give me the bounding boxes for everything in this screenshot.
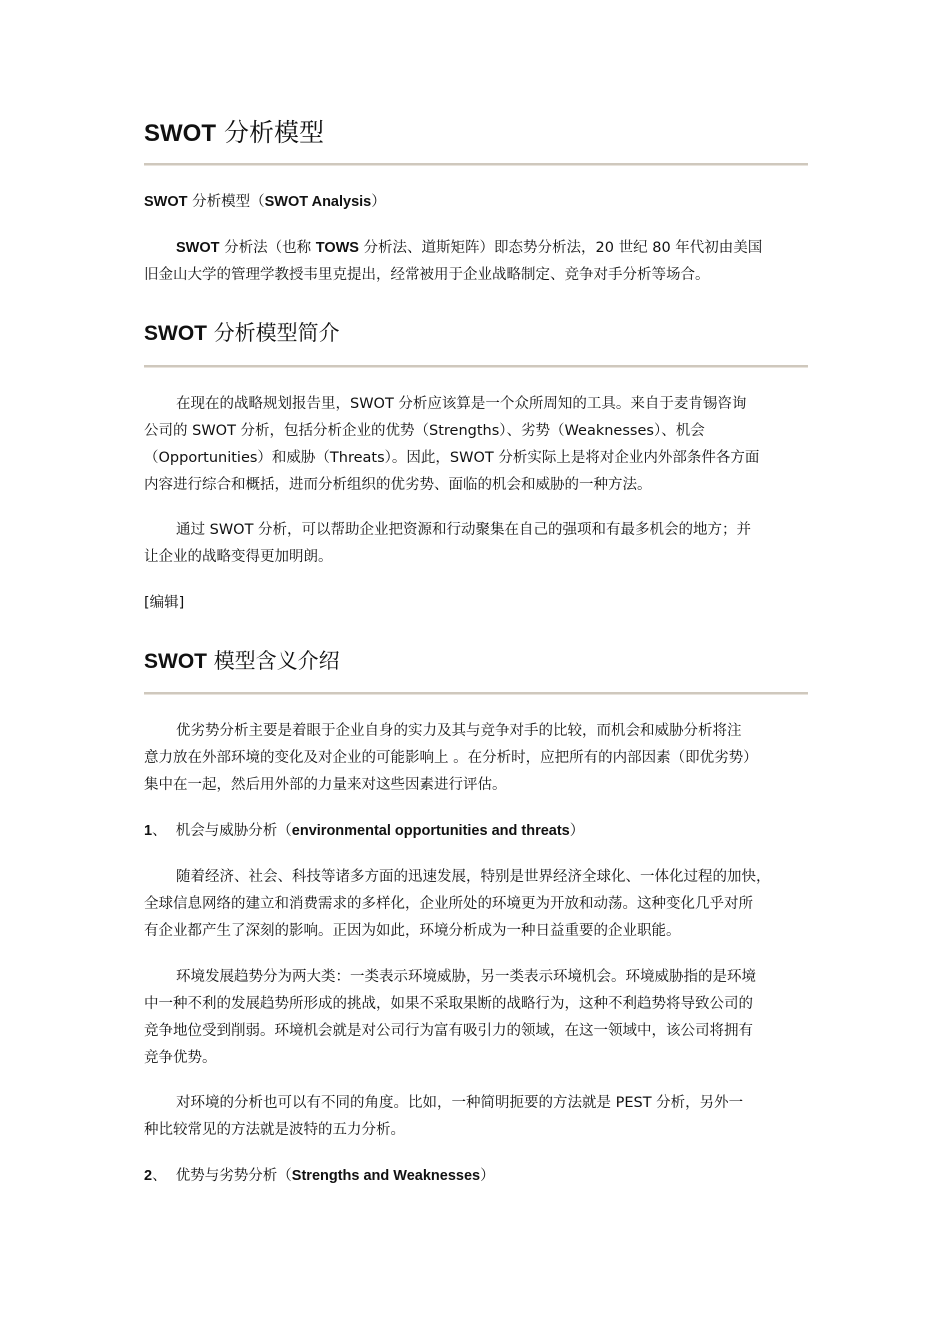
section1-divider bbox=[144, 365, 808, 368]
text-line: 全球信息网络的建立和消费需求的多样化，企业所处的环境更为开放和动荡。这种变化几乎对所 bbox=[144, 896, 753, 912]
text-line: （Opportunities）和威胁（Threats）。因此，SWOT 分析实际上是将对企业内外部条件各方面 bbox=[144, 450, 760, 466]
item2-number: 2 bbox=[144, 1168, 153, 1184]
item1-suffix: ） bbox=[569, 823, 585, 839]
section2-paragraph-3 bbox=[144, 964, 808, 1072]
text-line: 集中在一起，然后用外部的力量来对这些因素进行评估。 bbox=[144, 777, 507, 793]
item1-number: 1 bbox=[144, 823, 153, 839]
text-line: 对环境的分析也可以有不同的角度。比如，一种简明扼要的方法就是 PEST 分析，另外一 bbox=[176, 1095, 744, 1111]
list-item-strengths-weaknesses bbox=[144, 1165, 495, 1187]
title-latin: SWOT bbox=[144, 120, 216, 147]
item1-english: environmental opportunities and threats bbox=[291, 823, 570, 839]
text-line: 中一种不利的发展趋势所形成的挑战，如果不采取果断的战略行为，这种不利趋势将导致公司的 bbox=[144, 996, 753, 1012]
section1-paragraph-2 bbox=[144, 517, 808, 571]
intro-tows: TOWS bbox=[315, 240, 359, 256]
item1-separator: 、 bbox=[152, 823, 167, 839]
text-line: 环境发展趋势分为两大类：一类表示环境威胁，另一类表示环境机会。环境威胁指的是环境 bbox=[176, 969, 756, 985]
item2-separator: 、 bbox=[152, 1168, 167, 1184]
intro-text-a: 分析法（也称 bbox=[219, 240, 316, 256]
subtitle-english: SWOT Analysis bbox=[264, 194, 372, 210]
subtitle bbox=[144, 191, 386, 213]
subtitle-middle: 分析模型（ bbox=[187, 194, 265, 210]
item2-suffix: ） bbox=[480, 1168, 495, 1184]
text-line: 让企业的战略变得更加明朗。 bbox=[144, 549, 333, 565]
edit-link[interactable]: [编辑] bbox=[144, 595, 185, 611]
section1-paragraph-1 bbox=[144, 391, 808, 499]
intro-line-2: 旧金山大学的管理学教授韦里克提出，经常被用于企业战略制定、竞争对手分析等场合。 bbox=[144, 267, 710, 283]
text-line: 优劣势分析主要是着眼于企业自身的实力及其与竞争对手的比较，而机会和威胁分析将注 bbox=[176, 723, 742, 739]
text-line: 在现在的战略规划报告里，SWOT 分析应该算是一个众所周知的工具。来自于麦肯锡咨询 bbox=[176, 396, 747, 412]
page-title bbox=[144, 116, 324, 151]
section-heading-intro bbox=[144, 318, 340, 349]
item1-cjk: 机会与威胁分析（ bbox=[175, 823, 292, 839]
section1-heading-cjk: 分析模型简介 bbox=[213, 321, 340, 345]
text-line: 竞争地位受到削弱。环境机会就是对公司行为富有吸引力的领域，在这一领域中，该公司将拥有 bbox=[144, 1023, 753, 1039]
item2-cjk: 优势与劣势分析（ bbox=[175, 1168, 292, 1184]
section2-paragraph-4 bbox=[144, 1090, 808, 1144]
text-line: 公司的 SWOT 分析，包括分析企业的优势（Strengths）、劣势（Weaknesses）、机会 bbox=[144, 423, 705, 439]
intro-paragraph bbox=[144, 235, 808, 289]
section2-heading-cjk: 模型含义介绍 bbox=[213, 649, 340, 673]
section2-heading-latin: SWOT bbox=[144, 650, 207, 673]
subtitle-suffix: ） bbox=[371, 194, 386, 210]
text-line: 种比较常见的方法就是波特的五力分析。 bbox=[144, 1122, 405, 1138]
title-divider bbox=[144, 163, 808, 166]
section2-paragraph-1 bbox=[144, 718, 808, 799]
section1-heading-latin: SWOT bbox=[144, 322, 207, 345]
text-line: 意力放在外部环境的变化及对企业的可能影响上 。在分析时，应把所有的内部因素（即优劣势） bbox=[144, 750, 758, 766]
text-line: 竞争优势。 bbox=[144, 1050, 217, 1066]
list-item-opportunities-threats bbox=[144, 820, 584, 842]
intro-text-b: 分析法、道斯矩阵）即态势分析法，20 世纪 80 年代初由美国 bbox=[358, 240, 763, 256]
subtitle-prefix: SWOT bbox=[144, 194, 188, 210]
item2-english: Strengths and Weaknesses bbox=[291, 1168, 481, 1184]
section2-paragraph-2 bbox=[144, 864, 808, 945]
title-cjk: 分析模型 bbox=[223, 118, 324, 147]
text-line: 通过 SWOT 分析，可以帮助企业把资源和行动聚集在自己的强项和有最多机会的地方；并 bbox=[176, 522, 752, 538]
section2-divider bbox=[144, 692, 808, 695]
section-heading-meaning bbox=[144, 646, 340, 677]
text-line: 内容进行综合和概括，进而分析组织的优劣势、面临的机会和威胁的一种方法。 bbox=[144, 477, 652, 493]
text-line: 有企业都产生了深刻的影响。正因为如此，环境分析成为一种日益重要的企业职能。 bbox=[144, 923, 681, 939]
text-line: 随着经济、社会、科技等诸多方面的迅速发展，特别是世界经济全球化、一体化过程的加快， bbox=[176, 869, 771, 885]
intro-line-1 bbox=[144, 235, 808, 262]
intro-swot: SWOT bbox=[176, 240, 220, 256]
